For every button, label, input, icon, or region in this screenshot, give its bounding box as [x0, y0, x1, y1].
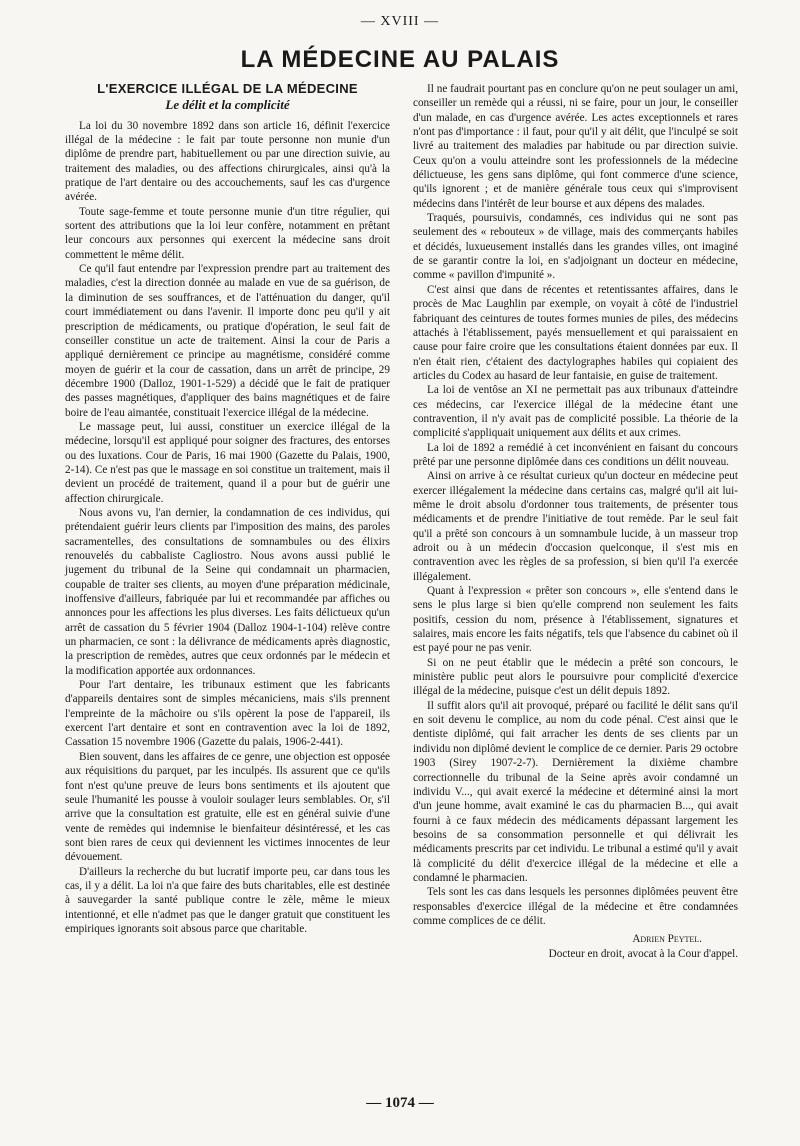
paragraph: Quant à l'expression « prêter son concours », elle s'entend dans le sens le plus large si bien qu'elle comprend non seulement les faits positifs, cession du nom, présence à l'établissement, signatures et salaires, mais encore les faits négatifs, tels que l'absence du cabinet où il est payé pour ne pas venir. — [413, 585, 738, 655]
paragraph: Toute sage-femme et toute personne munie d'un titre régulier, qui sortent des attributions que la loi leur confère, notamment en prêtant leur concours aux personnes qui exercent la médecine sans droit commettent le même délit. — [65, 205, 390, 261]
paragraph: Bien souvent, dans les affaires de ce genre, une objection est opposée aux réquisitions du parquet, par les inculpés. Ils assurent que ce qu'ils font n'est qu'une preuve de leurs bons sentiments et ils ajoutent que seule l'humanité les pousse à vouloir soulager leurs semblables. Or, s'il arrive que la consultation est gratuite, elle est en général suivie d'une vente de remèdes qui indemnise le bienfaiteur désintéressé, et les cas sont bien rares de ceux qui deviennent les victimes innocentes de leur dévouement. — [65, 750, 390, 864]
signature — [413, 932, 738, 962]
page-number: — 1074 — — [366, 1095, 434, 1111]
left-column — [65, 82, 390, 936]
paragraph: Il ne faudrait pourtant pas en conclure qu'on ne peut soulager un ami, conseiller un remède qui a réussi, ni se faire, pour un jour, le conseiller d'un malade, en cas d'urgence avérée. Les actes exceptionnels et rares n'ont pas d'importance : il faut, pour qu'il y ait délit, que l'inculpé se soit livré au traitement des maladies par habitude ou par direction suivie. Ceux qu'on a voulu atteindre sont les professionnels de la médecine délictueuse, les gens sans diplôme, qui font commerce d'une science, qu'ils ignorent ; et de manière générale tous ceux qui s'improvisent médecins dans l'intérêt de leur bourse et aux dépens des malades. — [413, 83, 738, 210]
page-title: LA MÉDECINE AU PALAIS — [240, 46, 560, 73]
section-title: L'EXERCICE ILLÉGAL DE LA MÉDECINE — [97, 81, 358, 96]
paragraph: La loi du 30 novembre 1892 dans son article 16, définit l'exercice illégal de la médecine : le fait par toute personne non munie d'un diplôme de prendre part, habituellement ou par une direction suivie, au traitement des maladies, ou des affections chirurgicales, ainsi qu'à la pratique de l'art dentaire ou des accouchements, sauf les cas d'urgence avérée. — [65, 119, 390, 204]
paragraph: Nous avons vu, l'an dernier, la condamnation de ces individus, qui prétendaient guérir leurs clients par l'imposition des mains, des paroles sacramentelles, des consultations de somnambules ou des élixirs renouvelés du cabbaliste Cagliostro. Nous avons aussi publié le jugement du tribunal de la Seine qui condamnait un pharmacien, coupable de traiter ses clients, au moyen d'une préparation médicinale, inoffensive d'ailleurs, fabriquée par lui et recommandée par affiches ou annonces pour les affections les plus diverses. Les faits délictueux qu'un arrêt de cassation du 5 février 1904 (Dalloz 1904-1-104) relève contre un pharmacien, ce sont : la délivrance de médicaments après diagnostic, la prescription de remèdes, autres que ceux ordonnés par le médecin et la modification apportée aux ordonnances. — [65, 506, 390, 677]
page-roman-numeral: — XVIII — — [360, 14, 440, 29]
paragraph: Traqués, poursuivis, condamnés, ces individus qui ne sont pas seulement des « rebouteux » de village, mais des commerçants habiles et décidés, luxueusement installés dans les grandes villes, ont imaginé de se garantir contre la loi, en s'adjoignant un docteur en médecine, comme « pavillon d'impunité ». — [413, 212, 738, 282]
paragraph: Si on ne peut établir que le médecin a prêté son concours, le ministère public peut alors le poursuivre pour complicité d'exercice illégal de la médecine, puisque c'est un délit depuis 1892. — [413, 656, 738, 698]
paragraph: Tels sont les cas dans lesquels les personnes diplômées peuvent être responsables d'exercice illégal de la médecine et être condamnées comme complices de ce délit. — [413, 886, 738, 927]
paragraph: La loi de ventôse an XI ne permettait pas aux tribunaux d'atteindre ces médecins, car l'exercice illégal de la médecine étant une contravention, il n'y avait pas de complicité possible. La théorie de la complicité s'appliquait uniquement aux délits et aux crimes. — [413, 384, 738, 440]
paragraph: Ainsi on arrive à ce résultat curieux qu'un docteur en médecine peut exercer illégalement la médecine dans certains cas, malgré qu'il ait lui-même le droit absolu d'ordonner tous traitements, de présenter tous médicaments et de prendre l'initiative de tout remède. Par le seul fait qu'il a prêté son concours à un somnambule lucide, à un masseur trop adroit ou à un médecin d'occasion quelconque, il s'est mis en contravention avec les règles de sa profession, si bien qu'il l'a exercée illégalement. — [413, 470, 738, 583]
paragraph: D'ailleurs la recherche du but lucratif importe peu, car dans tous les cas, il y a délit. La loi n'a que faire des buts charitables, elle est destinée à sauvegarder la santé publique contre le zèle, même le mieux intentionné, et elle n'admet pas que le danger gratuit que constituent les empiriques ignorants soit absous parce que charitable. — [65, 865, 390, 935]
paragraph: Pour l'art dentaire, les tribunaux estiment que les fabricants d'appareils dentaires sont de simples mécaniciens, mais s'ils prennent l'empreinte de la mâchoire ou s'ils opèrent la pose de l'appareil, ils exercent l'art dentaire et sont en contravention avec la loi de 1892, Cassation 15 novembre 1906 (Gazette du palais, 1906-2-441). — [65, 679, 390, 749]
paragraph: Ce qu'il faut entendre par l'expression prendre part au traitement des maladies, c'est la direction donnée au malade en vue de sa guérison, de la diminution de ses souffrances, et de l'atténuation du danger, qu'il court immédiatement ou dans l'avenir. Il importe donc peu qu'il y ait prescription de médicaments, ou pratique d'opération, le seul fait de conseiller constitue un acte de traitement. Ainsi la cour de Paris a appliqué dernièrement ce principe au magnétisme, considéré comme moyen de guérir et la cour de cassation, dans un arrêt de principe, 29 décembre 1900 (Dalloz, 1901-1-529) a décidé que le fait de pratiquer des passes magnétiques, d'appliquer des bains magnétiques et de faire boire de l'eau aimantée, constituait l'exercice illégal de la médecine. — [65, 263, 390, 419]
author-title: Docteur en droit, avocat à la Cour d'appel. — [548, 948, 738, 961]
paragraph: C'est ainsi que dans de récentes et retentissantes affaires, dans le procès de Mac Laughlin par exemple, on voyait à côté de l'industriel fabriquant des ceintures de toutes formes munies de piles, des médecins attachés à l'établissement, payés mensuellement et qui paraissaient en cause pour faire croire que les consultations étaient données par eux. Il n'en était rien, c'étaient des dactylographes habiles qui copiaient des articles du Codex au hasard de leur fantaisie, en guise de traitement. — [413, 283, 738, 382]
author-name: Adrien Peytel. — [632, 933, 702, 946]
paragraph: La loi de 1892 a remédié à cet inconvénient en faisant du concours prêté par une personne diplômée dans ces conditions un délit nouveau. — [413, 441, 738, 468]
right-column — [413, 82, 738, 962]
paragraph: Le massage peut, lui aussi, constituer un exercice illégal de la médecine, lorsqu'il est appliqué pour soigner des fractures, des entorses ou des luxations. Cour de Paris, 16 mai 1900 (Gazette du Palais, 1900, 2-14). Ce n'est pas que le massage en soi constitue un traitement, mais il devient un procédé de traitement, quand il a pour but de guérir une affection chirurgicale. — [65, 420, 390, 505]
section-subtitle: Le délit et la complicité — [165, 97, 290, 113]
paragraph: Il suffit alors qu'il ait provoqué, préparé ou facilité le délit sans qu'il en soit devenu le complice, au nom du code pénal. C'est ainsi que le dentiste diplômé, qui fait arracher les dents de ses clients par un individu non diplômé devient le complice de ce dernier. Paris 29 octobre 1903 (Sirey 1907-2-7). Dernièrement la dixième chambre correctionnelle du tribunal de la Seine après avoir condamné un individu V..., qui avait exercé la médecine et déterminé ainsi la mort d'un jeune homme, avait examiné le cas du pharmacien B..., qui avait fourni à ce faux médecin des médicaments dépassant largement les besoins de sa consommation personnelle et qui délivrait les médicaments prescrits par cet individu. Le tribunal a estimé qu'il y avait là complicité du délit d'exercice illégal de la médecine et elle a condamné le pharmacien. — [413, 699, 738, 884]
